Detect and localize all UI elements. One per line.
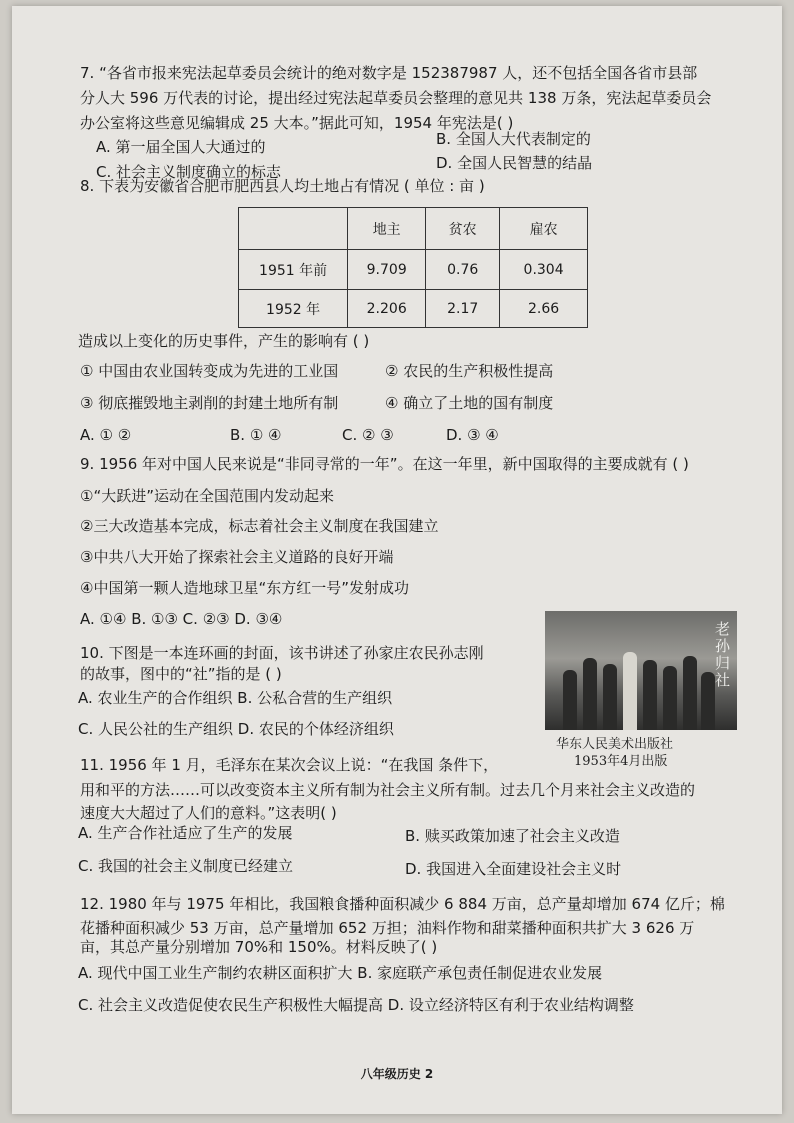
- q11-stem-line2: 用和平的方法……可以改变资本主义所有制为社会主义所有制。过去几个月来社会主义改造的: [80, 781, 696, 799]
- q8-statement-4: ④ 确立了土地的国有制度: [385, 394, 554, 412]
- q10-options-cd: C. 人民公社的生产组织 D. 农民的个体经济组织: [78, 720, 394, 738]
- q11-option-d: D. 我国进入全面建设社会主义时: [405, 860, 622, 878]
- q8-statement-2: ② 农民的生产积极性提高: [385, 362, 554, 380]
- q9-options: A. ①④ B. ①③ C. ②③ D. ③④: [80, 610, 283, 628]
- land-per-capita-table: [238, 207, 588, 328]
- q11-option-b: B. 赎买政策加速了社会主义改造: [405, 827, 620, 845]
- q9-statement-1: ①“大跃进”运动在全国范围内发动起来: [80, 487, 334, 505]
- comic-book-cover-image: [545, 611, 737, 730]
- table-cell: 2.206: [348, 290, 426, 328]
- table-header-cell: 地主: [348, 208, 426, 250]
- table-header-row: [239, 208, 588, 250]
- table-cell: 9.709: [348, 250, 426, 290]
- table-cell: 2.17: [426, 290, 500, 328]
- q7-option-d: D. 全国人民智慧的结晶: [436, 154, 593, 172]
- q7-stem-line3: 办公室将这些意见编辑成 25 大本。”据此可知，1954 年宪法是( ): [80, 114, 514, 132]
- cover-title-text: 老孙归社: [713, 621, 731, 689]
- q8-question: 造成以上变化的历史事件，产生的影响有 ( ): [78, 332, 370, 350]
- q8-option-c: C. ② ③: [342, 426, 394, 444]
- q12-stem-line1: 12. 1980 年与 1975 年相比，我国粮食播种面积减少 6 884 万亩，总产量却增加 674 亿斤；棉: [80, 895, 725, 913]
- table-cell: 0.304: [500, 250, 588, 290]
- table-row: [239, 250, 588, 290]
- q8-option-d: D. ③ ④: [446, 426, 499, 444]
- q10-stem-line2: 的故事，图中的“社”指的是 ( ): [80, 665, 282, 683]
- q8-statement-1: ① 中国由农业国转变成为先进的工业国: [80, 362, 339, 380]
- page-footer: 八年级历史 2: [360, 1067, 434, 1081]
- q7-stem-line1: 7. “各省市报来宪法起草委员会统计的绝对数字是 152387987 人，还不包括全国各省市县部: [80, 64, 698, 82]
- q8-statement-3: ③ 彻底摧毁地主剥削的封建土地所有制: [80, 394, 339, 412]
- q8-option-a: A. ① ②: [80, 426, 132, 444]
- table-cell: 0.76: [426, 250, 500, 290]
- image-caption-publisher: 华东人民美术出版社: [556, 737, 674, 752]
- table-cell: 1952 年: [239, 290, 348, 328]
- q9-statement-2: ②三大改造基本完成，标志着社会主义制度在我国建立: [80, 517, 439, 535]
- q12-options-ab: A. 现代中国工业生产制约农耕区面积扩大 B. 家庭联产承包责任制促进农业发展: [78, 964, 603, 982]
- table-header-cell: 雇农: [500, 208, 588, 250]
- table-row: [239, 290, 588, 328]
- q12-options-cd: C. 社会主义改造促使农民生产积极性大幅提高 D. 设立经济特区有利于农业结构调整: [78, 996, 634, 1014]
- q10-stem-line1: 10. 下图是一本连环画的封面，该书讲述了孙家庄农民孙志刚: [80, 644, 484, 662]
- q8-option-b: B. ① ④: [230, 426, 282, 444]
- table-cell: 2.66: [500, 290, 588, 328]
- q12-stem-line3: 亩，其总产量分别增加 70%和 150%。材料反映了( ): [80, 938, 438, 956]
- table-header-cell: [239, 208, 348, 250]
- q7-option-a: A. 第一届全国人大通过的: [96, 138, 266, 156]
- q7-stem-line2: 分人大 596 万代表的讨论，提出经过宪法起草委员会整理的意见共 138 万条，宪法起草委员会: [80, 89, 712, 107]
- q12-stem-line2: 花播种面积减少 53 万亩，总产量增加 652 万担；油料作物和甜菜播种面积共扩大 3 626 万: [80, 919, 695, 937]
- q9-stem: 9. 1956 年对中国人民来说是“非同寻常的一年”。在这一年里，新中国取得的主要成就有 ( ): [80, 455, 689, 473]
- table-cell: 1951 年前: [239, 250, 348, 290]
- image-caption-date: 1953年4月出版: [574, 754, 668, 769]
- q11-option-c: C. 我国的社会主义制度已经建立: [78, 857, 294, 875]
- q11-option-a: A. 生产合作社适应了生产的发展: [78, 824, 293, 842]
- q9-statement-3: ③中共八大开始了探索社会主义道路的良好开端: [80, 548, 394, 566]
- q8-stem: 8. 下表为安徽省合肥市肥西县人均土地占有情况 ( 单位 : 亩 ): [80, 177, 485, 195]
- q10-options-ab: A. 农业生产的合作组织 B. 公私合营的生产组织: [78, 689, 393, 707]
- q9-statement-4: ④中国第一颗人造地球卫星“东方红一号”发射成功: [80, 579, 409, 597]
- q11-stem-line1: 11. 1956 年 1 月，毛泽东在某次会议上说：“在我国 条件下，: [80, 756, 499, 774]
- q7-option-b: B. 全国人大代表制定的: [436, 130, 591, 148]
- table-header-cell: 贫农: [426, 208, 500, 250]
- q11-stem-line3: 速度大大超过了人们的意料。”这表明( ): [80, 804, 337, 822]
- q7-option-c: C. 社会主义制度确立的标志: [96, 163, 282, 181]
